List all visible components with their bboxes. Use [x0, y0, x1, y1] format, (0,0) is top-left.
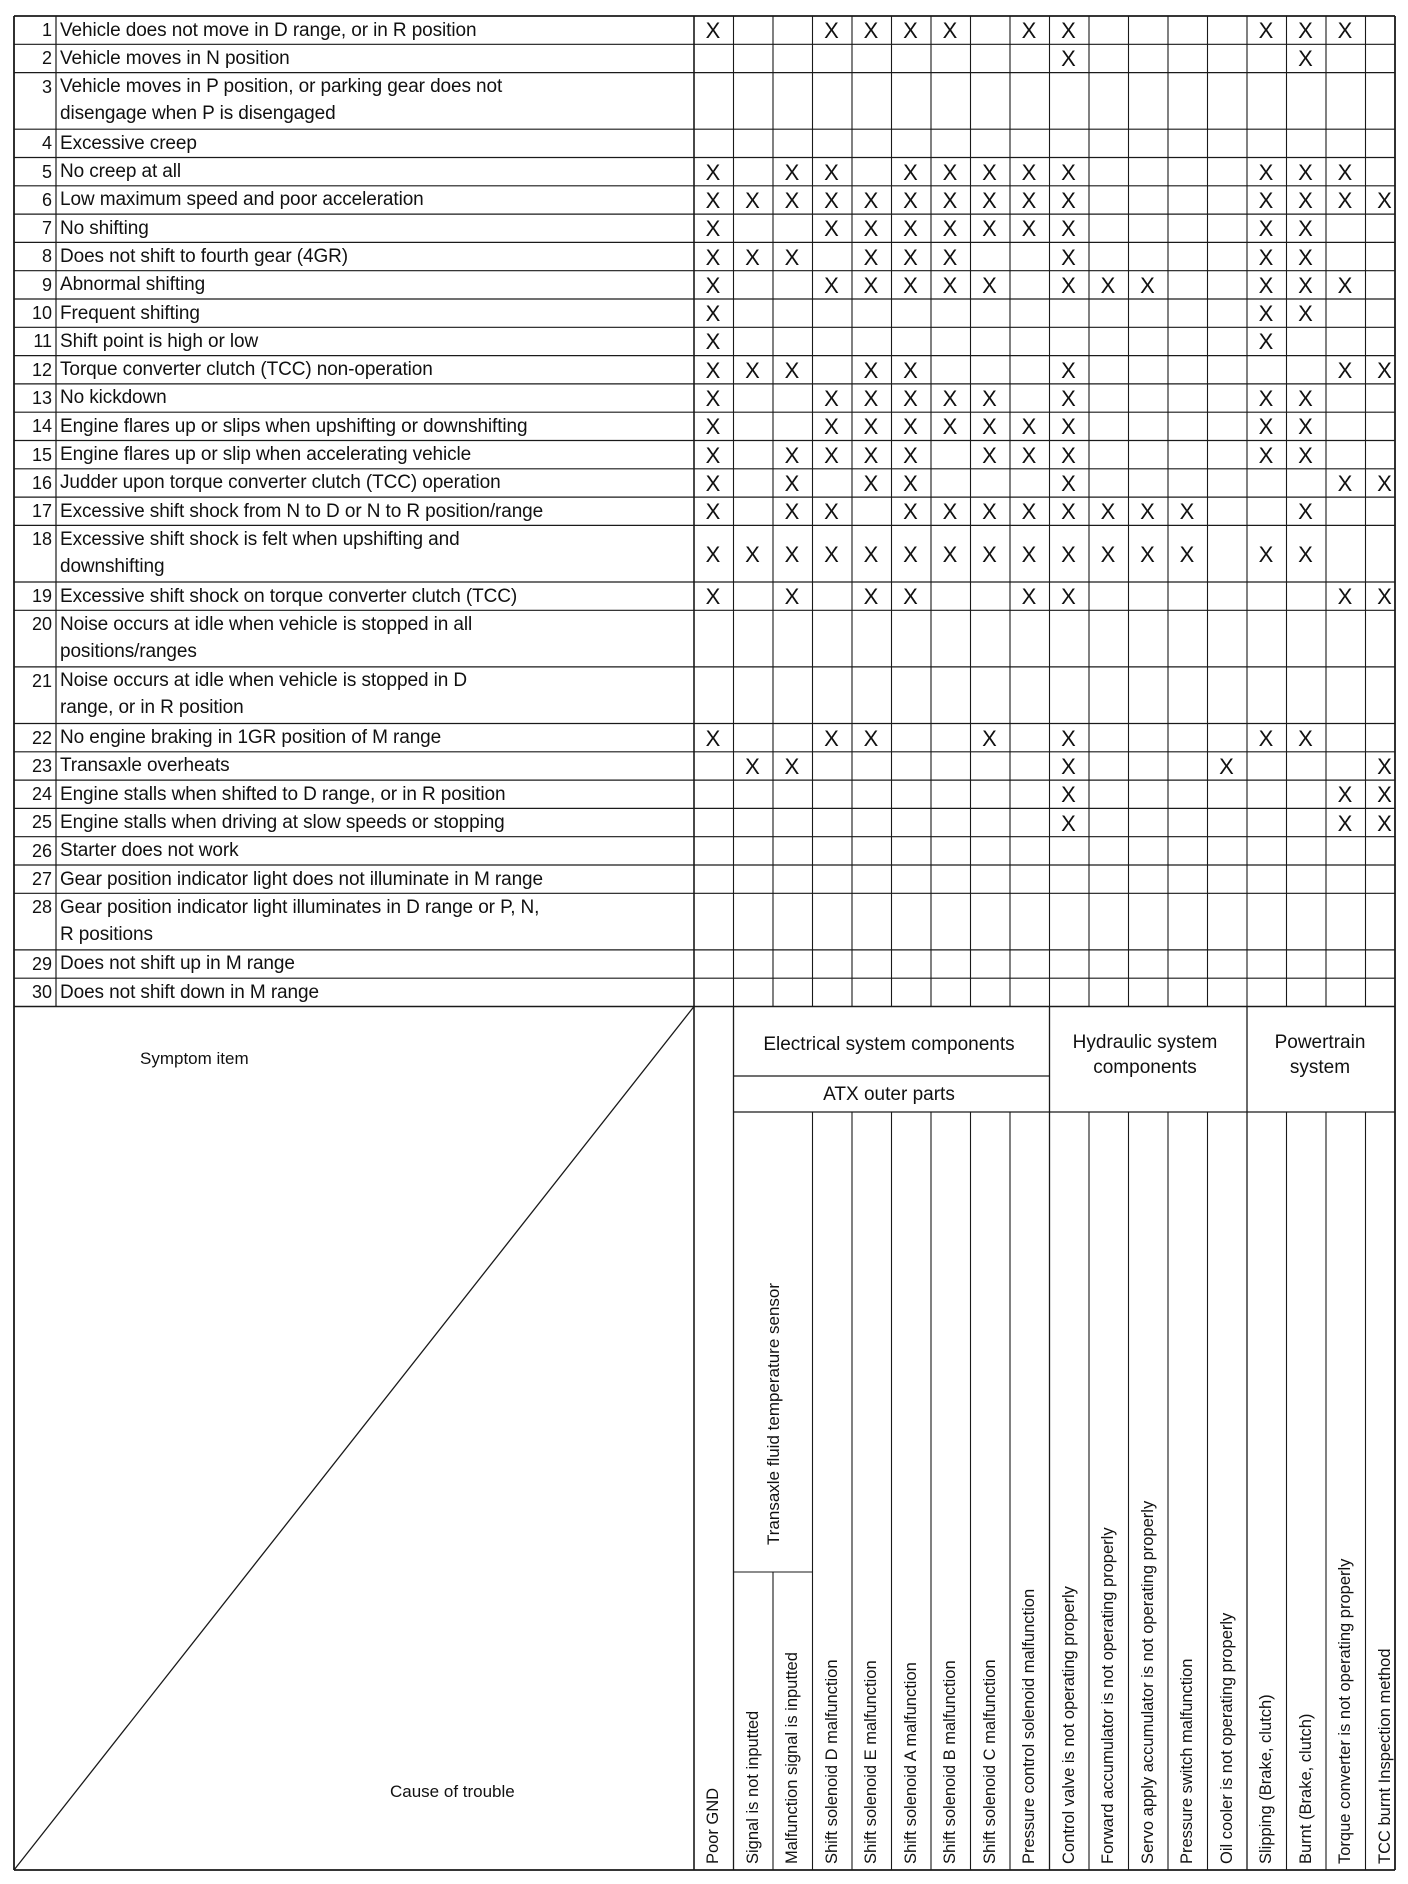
- cause-mark: X: [1258, 725, 1274, 751]
- cause-mark: X: [1100, 499, 1116, 525]
- cause-mark: X: [824, 187, 839, 213]
- cause-mark: X: [1179, 499, 1195, 525]
- cause-mark: X: [1061, 442, 1076, 468]
- cause-mark: X: [1337, 187, 1353, 213]
- cause-mark: X: [1258, 301, 1274, 327]
- cause-mark: X: [1021, 499, 1037, 525]
- cause-mark: X: [903, 159, 918, 185]
- cause-mark: X: [982, 725, 997, 751]
- symptom-text-line: Does not shift up in M range: [60, 953, 295, 975]
- symptom-number: 28: [31, 897, 52, 918]
- cause-label: Shift solenoid B malfunction: [941, 1660, 959, 1864]
- cause-mark: X: [824, 159, 839, 185]
- symptom-text: [60, 413, 527, 440]
- cause-mark: X: [705, 244, 721, 270]
- cause-mark: X: [863, 272, 879, 298]
- symptom-text-line: Does not shift to fourth gear (4GR): [60, 245, 348, 267]
- cause-mark: X: [1061, 244, 1076, 270]
- cause-mark: X: [1219, 753, 1234, 779]
- cause-mark: X: [1061, 725, 1076, 751]
- cause-mark: X: [942, 386, 958, 412]
- symptom-number: 7: [41, 218, 52, 239]
- symptom-text: [60, 611, 472, 665]
- cause-mark: X: [903, 442, 918, 468]
- cause-mark: X: [1021, 18, 1037, 44]
- cause-mark: X: [903, 244, 918, 270]
- symptom-text: [60, 526, 460, 580]
- cause-mark: X: [1377, 584, 1392, 610]
- cause-mark: X: [1061, 272, 1076, 298]
- symptom-text-line: Gear position indicator light does not illuminate in M range: [60, 868, 543, 890]
- symptom-number: 10: [31, 303, 52, 323]
- cause-mark: X: [784, 584, 800, 610]
- cause-mark: X: [1061, 414, 1076, 440]
- cause-mark: X: [1337, 782, 1353, 808]
- cause-mark: X: [1061, 499, 1076, 525]
- symptom-text-line: Vehicle does not move in D range, or in R position: [60, 19, 477, 41]
- cause-mark: X: [824, 725, 839, 751]
- cause-mark: X: [1021, 187, 1037, 213]
- cause-mark: X: [745, 357, 760, 383]
- symptom-number: 20: [31, 614, 52, 635]
- symptom-text: [60, 498, 543, 525]
- cause-mark: X: [1258, 18, 1274, 44]
- symptom-number: 29: [31, 953, 52, 974]
- cause-mark: X: [745, 753, 760, 779]
- cause-mark: X: [1337, 18, 1353, 44]
- cause-mark: X: [1298, 414, 1313, 440]
- cause-mark: X: [942, 244, 958, 270]
- symptom-text-line: range, or in R position: [60, 697, 244, 719]
- cause-mark: X: [863, 386, 879, 412]
- symptom-text-line: R positions: [60, 923, 153, 945]
- cause-mark: X: [705, 414, 721, 440]
- cause-mark: X: [1337, 159, 1353, 185]
- symptom-number: 2: [41, 48, 52, 69]
- cause-mark: X: [784, 159, 800, 185]
- cause-mark: X: [903, 272, 918, 298]
- symptom-text: [60, 583, 517, 610]
- cause-mark: X: [982, 272, 997, 298]
- cause-mark: X: [903, 470, 918, 496]
- symptom-text-line: Abnormal shifting: [60, 274, 206, 296]
- cause-label: Shift solenoid E malfunction: [862, 1660, 880, 1864]
- cause-mark: X: [982, 414, 997, 440]
- cause-label: Shift solenoid A malfunction: [901, 1662, 920, 1864]
- cause-mark: X: [863, 725, 879, 751]
- cause-mark: X: [1021, 414, 1037, 440]
- cause-mark: X: [903, 541, 918, 567]
- symptom-text-line: Noise occurs at idle when vehicle is stopped in all: [60, 613, 473, 635]
- cause-mark: X: [824, 442, 839, 468]
- symptom-text-line: Excessive creep: [60, 132, 197, 154]
- symptom-text: [60, 809, 505, 836]
- cause-mark: X: [1061, 541, 1076, 567]
- cause-mark: X: [745, 541, 760, 567]
- symptom-text-line: Starter does not work: [60, 840, 239, 862]
- cause-label: Oil cooler is not operating properly: [1217, 1612, 1236, 1864]
- cause-label: Malfunction signal is inputted: [783, 1652, 801, 1864]
- symptom-number: 27: [31, 869, 52, 889]
- cause-mark: X: [1258, 414, 1274, 440]
- symptom-text: [60, 837, 238, 864]
- cause-mark: X: [705, 584, 721, 610]
- symptom-text: [60, 243, 348, 270]
- symptom-text: [60, 271, 205, 298]
- cause-mark: X: [942, 541, 958, 567]
- cause-mark: X: [1258, 329, 1274, 355]
- cause-mark: X: [863, 414, 879, 440]
- symptom-text: [60, 186, 424, 213]
- cause-mark: X: [942, 414, 958, 440]
- cause-label: Burnt (Brake, clutch): [1296, 1713, 1315, 1864]
- symptom-text-line: Excessive shift shock from N to D or N to R position/range: [60, 500, 544, 522]
- cause-mark: X: [863, 216, 879, 242]
- cause-mark: X: [745, 187, 760, 213]
- cause-mark: X: [1258, 187, 1274, 213]
- cause-mark: X: [982, 499, 997, 525]
- cause-mark: X: [1021, 442, 1037, 468]
- cause-mark: X: [1100, 541, 1116, 567]
- symptom-number: 5: [41, 161, 52, 182]
- symptom-text-line: Excessive shift shock on torque converter clutch (TCC): [60, 585, 518, 607]
- cause-mark: X: [1377, 357, 1392, 383]
- symptom-text-line: No kickdown: [60, 387, 167, 409]
- symptom-text: [60, 215, 149, 242]
- cause-mark: X: [1377, 187, 1392, 213]
- cause-mark: X: [982, 386, 997, 412]
- symptom-number: 25: [31, 812, 52, 833]
- symptom-number: 3: [41, 76, 52, 97]
- cause-mark: X: [863, 357, 879, 383]
- symptom-text-line: Torque converter clutch (TCC) non-operation: [60, 359, 433, 381]
- cause-mark: X: [705, 357, 721, 383]
- cause-mark: X: [1258, 244, 1274, 270]
- symptom-number: 22: [31, 727, 52, 748]
- cause-mark: X: [863, 584, 879, 610]
- symptom-text-line: disengage when P is disengaged: [60, 103, 336, 125]
- symptom-text-line: No shifting: [60, 217, 149, 239]
- cause-mark: X: [903, 386, 918, 412]
- cause-mark: X: [1021, 541, 1037, 567]
- symptom-text: [60, 441, 471, 468]
- cause-mark: X: [1061, 357, 1076, 383]
- symptom-text: [60, 158, 181, 185]
- cause-mark: X: [1298, 187, 1313, 213]
- cause-label: Slipping (Brake, clutch): [1257, 1694, 1275, 1864]
- cause-mark: X: [1100, 272, 1116, 298]
- cause-mark: X: [705, 18, 721, 44]
- symptom-text-line: downshifting: [60, 555, 165, 577]
- cause-mark: X: [1298, 541, 1313, 567]
- cause-mark: X: [1377, 470, 1392, 496]
- cause-mark: X: [1258, 541, 1274, 567]
- symptom-number: 8: [41, 246, 52, 267]
- symptom-number: 12: [31, 359, 52, 380]
- cause-mark: X: [1061, 782, 1076, 808]
- symptom-text: [60, 979, 319, 1006]
- cause-mark: X: [705, 329, 721, 355]
- cause-mark: X: [1377, 810, 1392, 836]
- cause-mark: X: [1337, 584, 1353, 610]
- symptom-text-line: No engine braking in 1GR position of M range: [60, 727, 442, 748]
- symptom-text-line: positions/ranges: [60, 640, 197, 662]
- symptom-text-line: Does not shift down in M range: [60, 981, 319, 1003]
- cause-mark: X: [1377, 782, 1392, 808]
- cause-mark: X: [1061, 386, 1076, 412]
- symptom-text-line: Judder upon torque converter clutch (TCC) operation: [60, 472, 501, 494]
- cause-mark: X: [942, 499, 958, 525]
- symptom-text: [60, 724, 441, 751]
- symptom-text-line: Transaxle overheats: [60, 755, 230, 777]
- cause-mark: X: [1337, 272, 1353, 298]
- cause-mark: X: [1140, 272, 1155, 298]
- cause-mark: X: [982, 442, 997, 468]
- cause-mark: X: [1061, 584, 1076, 610]
- symptom-text: [60, 17, 476, 44]
- cause-mark: X: [1298, 442, 1313, 468]
- cause-mark: X: [982, 159, 997, 185]
- group-powertrain: Powertrain system: [1274, 1032, 1366, 1078]
- cause-label: Poor GND: [704, 1787, 722, 1864]
- cause-mark: X: [903, 357, 918, 383]
- cause-mark: X: [784, 499, 800, 525]
- cause-mark: X: [942, 18, 958, 44]
- cause-mark: X: [824, 272, 839, 298]
- corner-diagonal: [14, 1007, 694, 1871]
- tfts-header: Transaxle fluid temperature sensor: [763, 1282, 783, 1545]
- cause-label: Signal is not inputted: [743, 1710, 762, 1864]
- cause-mark: X: [1298, 499, 1313, 525]
- cause-mark: X: [1258, 386, 1274, 412]
- cause-mark: X: [1258, 442, 1274, 468]
- cause-mark: X: [824, 18, 839, 44]
- symptom-text: [60, 752, 230, 779]
- symptom-text-line: Engine stalls when shifted to D range, or in R position: [60, 783, 506, 805]
- group-electrical: Electrical system components: [763, 1034, 1015, 1055]
- group-hydraulic: Hydraulic system components: [1072, 1032, 1218, 1078]
- cause-mark: X: [1061, 216, 1076, 242]
- symptom-number: 23: [31, 755, 52, 776]
- symptom-text: [60, 469, 501, 496]
- cause-mark: X: [1298, 725, 1313, 751]
- cause-mark: X: [1298, 272, 1313, 298]
- symptom-number: 4: [41, 133, 52, 154]
- symptom-text-line: Engine stalls when driving at slow speeds or stopping: [60, 811, 505, 833]
- symptom-number: 16: [31, 472, 52, 493]
- cause-mark: X: [1061, 46, 1076, 72]
- cause-label: Pressure switch malfunction: [1178, 1658, 1196, 1864]
- symptom-text: [60, 667, 467, 721]
- cause-mark: X: [1061, 18, 1076, 44]
- cause-mark: X: [705, 725, 721, 751]
- cause-mark: X: [705, 187, 721, 213]
- cause-label: TCC burnt Inspection method: [1375, 1648, 1394, 1864]
- cause-mark: X: [824, 541, 839, 567]
- cause-mark: X: [863, 541, 879, 567]
- cause-mark: X: [982, 187, 997, 213]
- cause-mark: X: [903, 216, 918, 242]
- cause-mark: X: [903, 414, 918, 440]
- symptom-text: [60, 950, 295, 977]
- symptom-item-label: Symptom item: [140, 1049, 249, 1068]
- cause-mark: X: [1140, 541, 1155, 567]
- cause-mark: X: [1179, 541, 1195, 567]
- cause-mark: X: [1021, 216, 1037, 242]
- cause-mark: X: [705, 301, 721, 327]
- cause-mark: X: [784, 541, 800, 567]
- cause-label: Servo apply accumulator is not operating properly: [1138, 1500, 1157, 1864]
- cause-mark: X: [903, 187, 918, 213]
- symptom-text: [60, 300, 200, 327]
- cause-mark: X: [942, 216, 958, 242]
- cause-mark: X: [1298, 386, 1313, 412]
- cause-mark: X: [784, 442, 800, 468]
- symptom-text: [60, 894, 539, 948]
- symptom-text-line: No creep at all: [60, 161, 182, 182]
- cause-mark: X: [1061, 187, 1076, 213]
- cause-mark: X: [942, 187, 958, 213]
- cause-mark: X: [824, 414, 839, 440]
- symptom-text: [60, 130, 197, 157]
- symptom-number: 17: [31, 501, 52, 522]
- symptom-text-line: Engine flares up or slips when upshifting or downshifting: [60, 415, 528, 437]
- symptom-text: [60, 328, 258, 355]
- symptom-number: 1: [41, 20, 52, 40]
- cause-mark: X: [903, 18, 918, 44]
- cause-mark: X: [1377, 753, 1392, 779]
- symptom-text-line: Shift point is high or low: [60, 330, 259, 352]
- symptom-text-line: Excessive shift shock is felt when upshifting and: [60, 528, 460, 550]
- cause-mark: X: [784, 187, 800, 213]
- symptom-number: 18: [31, 529, 52, 550]
- cause-mark: X: [1258, 216, 1274, 242]
- cause-label: Shift solenoid C malfunction: [980, 1659, 999, 1864]
- group-atx: ATX outer parts: [823, 1084, 955, 1105]
- cause-mark: X: [863, 470, 879, 496]
- symptom-text-line: Frequent shifting: [60, 302, 200, 324]
- cause-label: Shift solenoid D malfunction: [822, 1659, 841, 1864]
- symptom-text-line: Noise occurs at idle when vehicle is stopped in D: [60, 670, 467, 692]
- cause-mark: X: [863, 18, 879, 44]
- cause-mark: X: [1298, 244, 1313, 270]
- cause-mark: X: [863, 442, 879, 468]
- cause-mark: X: [705, 442, 721, 468]
- cause-mark: X: [1258, 159, 1274, 185]
- cause-mark: X: [1021, 584, 1037, 610]
- symptom-number: 24: [31, 784, 52, 805]
- symptom-number: 6: [41, 189, 52, 210]
- cause-mark: X: [863, 187, 879, 213]
- cause-mark: X: [1298, 46, 1313, 72]
- symptom-number: 26: [31, 840, 52, 861]
- cause-mark: X: [1337, 470, 1353, 496]
- cause-mark: X: [824, 216, 839, 242]
- cause-mark: X: [1298, 159, 1313, 185]
- symptom-text: [60, 781, 505, 808]
- symptom-text: [60, 73, 502, 127]
- symptom-text-line: Gear position indicator light illuminates in D range or P, N,: [60, 896, 540, 918]
- symptom-text: [60, 356, 433, 383]
- cause-mark: X: [903, 584, 918, 610]
- cause-mark: X: [982, 541, 997, 567]
- symptom-number: 11: [33, 331, 52, 352]
- symptom-number: 9: [41, 274, 52, 295]
- symptom-number: 30: [31, 982, 52, 1003]
- symptom-text: [60, 866, 543, 893]
- symptom-number: 15: [31, 444, 52, 465]
- cause-label: Torque converter is not operating properly: [1336, 1558, 1354, 1864]
- cause-mark: X: [1140, 499, 1155, 525]
- cause-mark: X: [903, 499, 918, 525]
- cause-mark: X: [705, 386, 721, 412]
- cause-mark: X: [784, 244, 800, 270]
- cause-mark: X: [705, 159, 721, 185]
- cause-mark: X: [705, 470, 721, 496]
- symptom-text: [60, 45, 290, 72]
- cause-mark: X: [705, 272, 721, 298]
- symptom-text-line: Engine flares up or slip when accelerating vehicle: [60, 444, 472, 465]
- cause-mark: X: [1337, 810, 1353, 836]
- cause-mark: X: [942, 272, 958, 298]
- cause-label: Pressure control solenoid malfunction: [1020, 1588, 1038, 1864]
- symptom-number: 19: [31, 586, 52, 606]
- cause-mark: X: [1061, 810, 1076, 836]
- symptom-text-line: Low maximum speed and poor acceleration: [60, 189, 424, 211]
- cause-mark: X: [1298, 301, 1313, 327]
- cause-mark: X: [1258, 272, 1274, 298]
- cause-mark: X: [1061, 753, 1076, 779]
- cause-mark: X: [982, 216, 997, 242]
- cause-mark: X: [1061, 159, 1076, 185]
- cause-label: Forward accumulator is not operating properly: [1099, 1527, 1117, 1864]
- symptom-number: 14: [31, 416, 52, 437]
- cause-of-trouble-label: Cause of trouble: [390, 1782, 515, 1801]
- cause-mark: X: [1021, 159, 1037, 185]
- cause-mark: X: [1337, 357, 1353, 383]
- cause-mark: X: [705, 499, 721, 525]
- cause-label: Control valve is not operating properly: [1059, 1586, 1078, 1864]
- cause-mark: X: [705, 216, 721, 242]
- symptom-number: 21: [31, 670, 52, 691]
- symptom-text: [60, 384, 167, 411]
- cause-mark: X: [705, 541, 721, 567]
- symptom-text-line: Vehicle moves in N position: [60, 47, 290, 69]
- cause-mark: X: [784, 470, 800, 496]
- cause-mark: X: [784, 753, 800, 779]
- symptom-number: 13: [31, 387, 52, 408]
- cause-mark: X: [1298, 18, 1313, 44]
- cause-mark: X: [824, 499, 839, 525]
- cause-mark: X: [824, 386, 839, 412]
- cause-mark: X: [1061, 470, 1076, 496]
- cause-mark: X: [1298, 216, 1313, 242]
- cause-mark: X: [942, 159, 958, 185]
- cause-mark: X: [745, 244, 760, 270]
- symptom-text-line: Vehicle moves in P position, or parking gear does not: [60, 76, 503, 98]
- cause-mark: X: [784, 357, 800, 383]
- cause-mark: X: [863, 244, 879, 270]
